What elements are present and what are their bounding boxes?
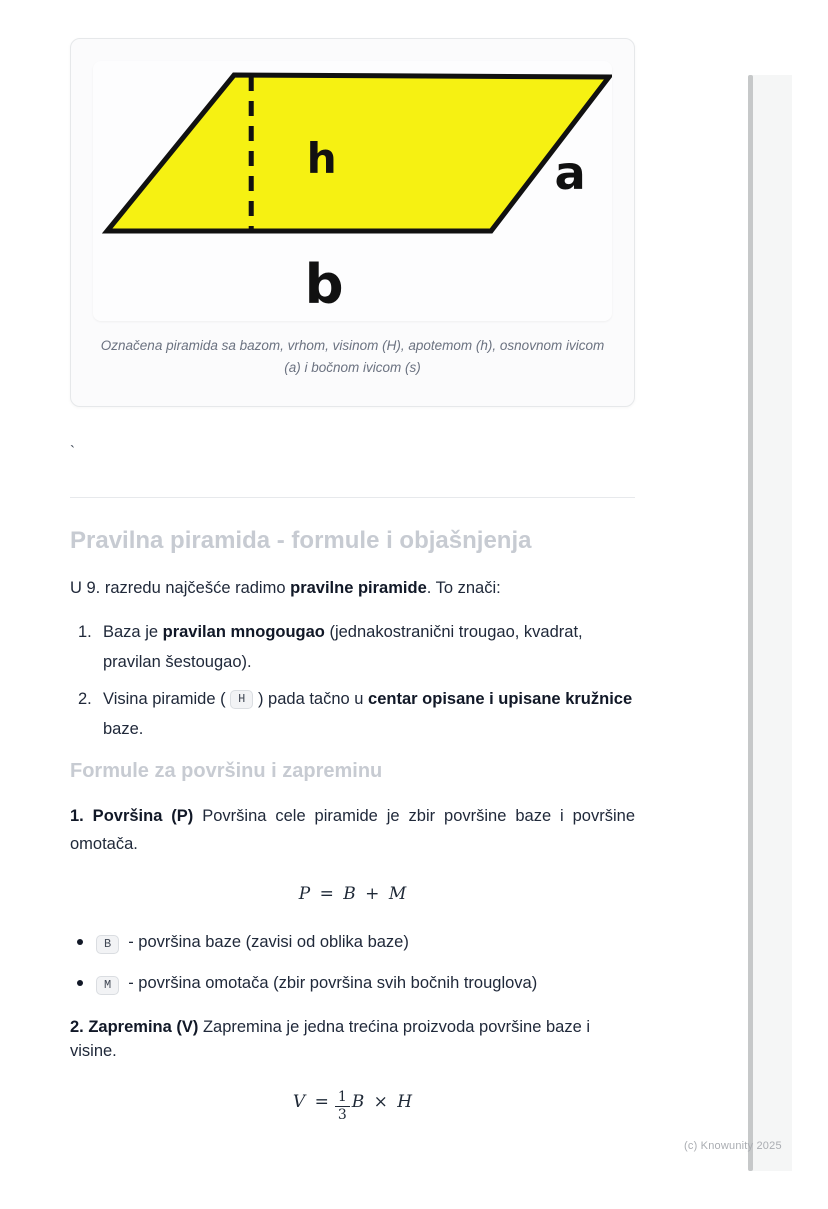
stray-backtick: ` — [70, 442, 75, 460]
item1-pre: Baza je — [103, 622, 163, 641]
scrollbar-thumb[interactable] — [748, 75, 753, 1171]
volume-lead-bold: 2. Zapremina (V) — [70, 1017, 199, 1036]
legend-text: - površina omotača (zbir površina svih bočnih trouglova) — [128, 973, 538, 992]
legend-item-B — [70, 930, 635, 954]
volume-text: Zapremina je jedna trećina proizvoda površine baze i visine. — [70, 1017, 591, 1060]
numbered-list — [70, 617, 635, 744]
list-number: 1. — [78, 622, 92, 641]
surface-text: Površina cele piramide je zbir površine baze i površine omotača. — [70, 806, 635, 853]
surface-lead-bold: 1. Površina (P) — [70, 806, 194, 825]
label-a: a — [554, 146, 586, 200]
fraction-one-third — [335, 1089, 350, 1124]
parallelogram-shape — [107, 75, 609, 231]
intro-text-pre: U 9. razredu najčešće radimo — [70, 578, 291, 597]
formula-volume — [70, 1089, 635, 1124]
variable-badge-M: M — [96, 976, 119, 995]
bullet-icon — [77, 980, 83, 986]
item2-mid: ) pada tačno u — [253, 689, 369, 708]
surface-paragraph — [70, 802, 635, 858]
scroll-panel — [752, 75, 792, 1171]
list-item-base — [70, 617, 635, 677]
list-item-text — [103, 690, 632, 738]
formula1-equals: = — [319, 883, 334, 904]
formula2-B: B — [351, 1091, 365, 1112]
legend-item-M — [70, 971, 635, 995]
parallelogram-figure — [93, 61, 612, 321]
formula-surface — [70, 884, 635, 904]
intro-paragraph — [70, 576, 635, 600]
list-item-text — [103, 623, 583, 671]
fraction-denominator: 3 — [337, 1106, 347, 1123]
variable-badge-B: B — [96, 935, 119, 954]
item1-post: (jednakostranični trougao, kvadrat, pravilan šestougao). — [103, 622, 583, 671]
section-heading: Pravilna piramida - formule i objašnjenja — [70, 526, 532, 554]
legend-text: - površina baze (zavisi od oblika baze) — [128, 932, 409, 951]
item1-bold: pravilan mnogougao — [162, 622, 325, 641]
formula2-equals: = — [314, 1091, 329, 1112]
formula1-B: B — [343, 883, 356, 904]
list-number: 2. — [78, 689, 92, 708]
intro-text-post: . To znači: — [426, 578, 501, 597]
fraction-numerator: 1 — [335, 1089, 350, 1107]
formula2-H: H — [397, 1091, 413, 1112]
figure-card — [70, 38, 635, 407]
volume-paragraph — [70, 1015, 635, 1063]
intro-text-bold: pravilne piramide — [290, 578, 427, 597]
watermark: (c) Knowunity 2025 — [684, 1140, 782, 1152]
item2-post: baze. — [103, 719, 144, 738]
formula1-lhs: P — [298, 883, 311, 904]
bullet-icon — [77, 939, 83, 945]
formula1-M: M — [388, 883, 407, 904]
section-divider — [70, 497, 635, 498]
figure-caption: Označena piramida sa bazom, vrhom, visinom (H), apotemom (h), osnovnom ivicom (a) i bočnom ivicom (s) — [100, 338, 605, 376]
pyramid-diagram — [93, 61, 612, 321]
item2-pre: Visina piramide ( — [103, 689, 231, 708]
list-item-height — [70, 684, 635, 744]
label-b: b — [304, 253, 344, 316]
legend-list — [70, 930, 635, 995]
document-content — [70, 38, 635, 1124]
label-h: h — [306, 134, 337, 183]
variable-badge-H: H — [230, 690, 253, 709]
formula2-lhs: V — [292, 1091, 306, 1112]
formula1-plus: + — [365, 883, 380, 904]
formula2-times: × — [373, 1091, 388, 1112]
item2-bold: centar opisane i upisane kružnice — [368, 689, 633, 708]
subsection-heading: Formule za površinu i zapreminu — [70, 759, 383, 782]
